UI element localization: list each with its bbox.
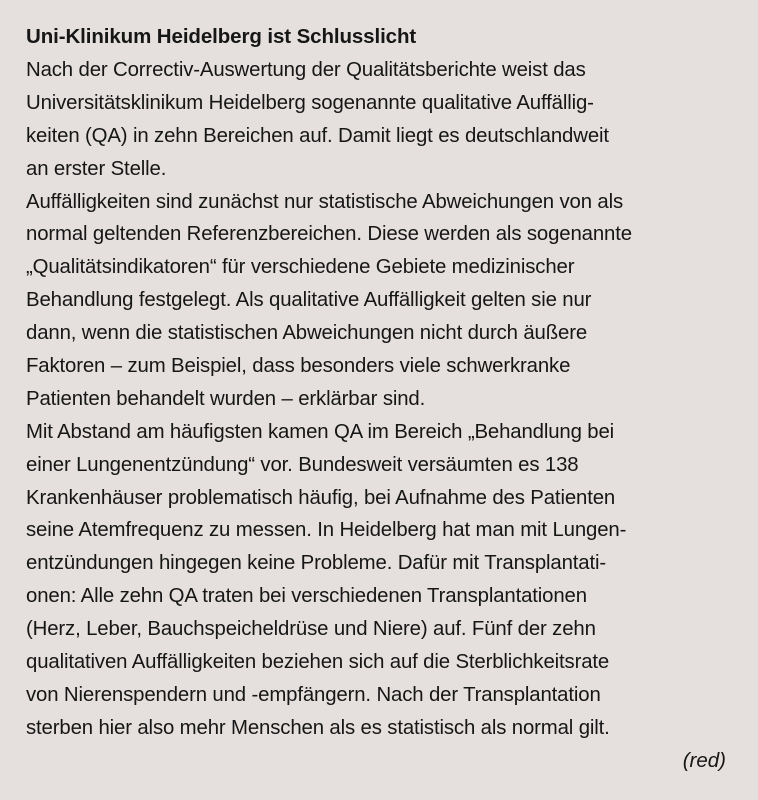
body-line: Patienten behandelt wurden – erklärbar sind.	[26, 386, 426, 410]
body-line: Behandlung festgelegt. Als qualitative Auffälligkeit gelten sie nur	[26, 288, 592, 312]
article-title: Uni-Klinikum Heidelberg ist Schlusslicht	[26, 25, 417, 48]
author-credit: (red)	[682, 749, 726, 772]
body-line: Mit Abstand am häufigsten kamen QA im Bereich „Behandlung bei	[26, 419, 615, 443]
body-line: (Herz, Leber, Bauchspeicheldrüse und Niere) auf. Fünf der zehn	[26, 617, 596, 641]
body-line: qualitativen Auffälligkeiten beziehen sich auf die Sterblichkeitsrate	[26, 650, 610, 674]
body-line: an erster Stelle.	[26, 156, 167, 180]
body-line: sterben hier also mehr Menschen als es statistisch als normal gilt.	[26, 715, 610, 739]
body-line: Universitätsklinikum Heidelberg sogenannte qualitative Auffällig-	[26, 90, 594, 114]
body-line: Faktoren – zum Beispiel, dass besonders viele schwerkranke	[26, 354, 571, 378]
body-line: Krankenhäuser problematisch häufig, bei Aufnahme des Patienten	[26, 485, 616, 509]
body-line: onen: Alle zehn QA traten bei verschiedenen Transplantationen	[26, 584, 587, 608]
body-line: einer Lungenentzündung“ vor. Bundesweit versäumten es 138	[26, 452, 579, 476]
article-body	[26, 54, 736, 745]
body-line: seine Atemfrequenz zu messen. In Heidelberg hat man mit Lungen-	[26, 518, 627, 542]
body-line: von Nierenspendern und -empfängern. Nach der Transplantation	[26, 682, 601, 706]
body-line: entzündungen hingegen keine Probleme. Dafür mit Transplantati-	[26, 551, 607, 575]
body-line: „Qualitätsindikatoren“ für verschiedene Gebiete medizinischer	[26, 255, 575, 279]
body-line: keiten (QA) in zehn Bereichen auf. Damit liegt es deutschlandweit	[26, 123, 609, 147]
body-line: dann, wenn die statistischen Abweichungen nicht durch äußere	[26, 321, 588, 345]
body-line: normal geltenden Referenzbereichen. Diese werden als sogenannte	[26, 222, 632, 246]
body-line: Auffälligkeiten sind zunächst nur statistische Abweichungen von als	[26, 189, 624, 213]
body-line: Nach der Correctiv-Auswertung der Qualitätsberichte weist das	[26, 58, 586, 81]
